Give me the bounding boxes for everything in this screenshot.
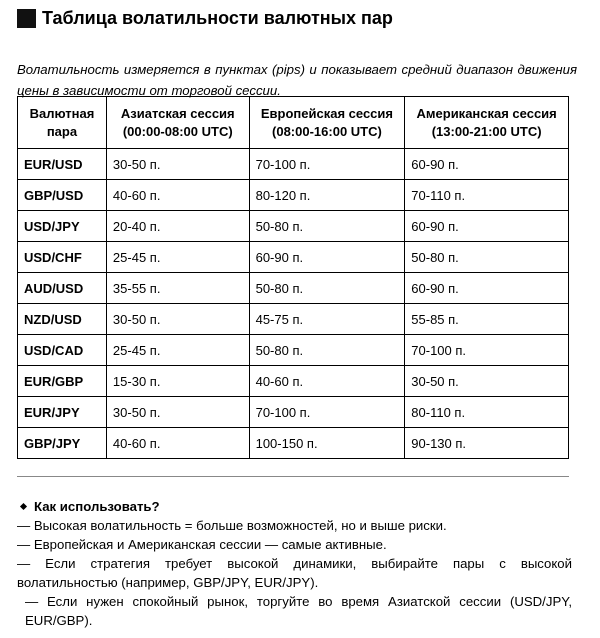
pair-cell: EUR/GBP xyxy=(18,366,107,397)
usage-line: — Европейская и Американская сессии — самые активные. xyxy=(17,537,387,552)
pair-cell: GBP/USD xyxy=(18,180,107,211)
asian-cell: 20-40 п. xyxy=(106,211,249,242)
table-row xyxy=(18,428,569,459)
header-line: (13:00-21:00 UTC) xyxy=(431,123,542,139)
asian-cell: 25-45 п. xyxy=(106,242,249,273)
title-text: Таблица волатильности валютных пар xyxy=(42,8,393,28)
asian-cell: 40-60 п. xyxy=(106,428,249,459)
usage-line: — Если нужен спокойный рынок, торгуйте во время Азиатской сессии (USD/JPY, EUR/GBP). xyxy=(25,594,572,628)
asian-cell: 40-60 п. xyxy=(106,180,249,211)
pair-cell: USD/JPY xyxy=(18,211,107,242)
header-american-session xyxy=(405,97,569,149)
table-row xyxy=(18,242,569,273)
american-cell: 80-110 п. xyxy=(405,397,569,428)
usage-line: — Если стратегия требует высокой динамики, выбирайте пары с высокой волатильностью (например, GBP/JPY, EUR/JPY). xyxy=(17,556,572,590)
european-cell: 60-90 п. xyxy=(249,242,405,273)
american-cell: 60-90 п. xyxy=(405,149,569,180)
usage-line: — Высокая волатильность = больше возможностей, но и выше риски. xyxy=(17,518,447,533)
table-row xyxy=(18,180,569,211)
asian-cell: 30-50 п. xyxy=(106,397,249,428)
asian-cell: 30-50 п. xyxy=(106,304,249,335)
diamond-bullet-icon xyxy=(20,503,27,510)
table-row xyxy=(18,335,569,366)
page-title xyxy=(17,8,393,29)
table-header-row xyxy=(18,97,569,149)
american-cell: 55-85 п. xyxy=(405,304,569,335)
table-row xyxy=(18,273,569,304)
pair-cell: EUR/USD xyxy=(18,149,107,180)
american-cell: 70-110 п. xyxy=(405,180,569,211)
header-line: Европейская сессия xyxy=(260,105,393,121)
usage-heading xyxy=(17,497,572,516)
intro-text: Волатильность измеряется в пунктах (pips) и показывает средний диапазон движения цены в зависимости от торговой сессии. xyxy=(17,62,577,99)
divider xyxy=(17,476,569,477)
header-line: (00:00-08:00 UTC) xyxy=(122,123,233,139)
header-line: Азиатская сессия xyxy=(120,105,235,121)
table-row xyxy=(18,397,569,428)
header-line: Американская сессия xyxy=(416,105,557,121)
header-line: Валютная xyxy=(29,105,95,121)
pair-cell: AUD/USD xyxy=(18,273,107,304)
pair-cell: NZD/USD xyxy=(18,304,107,335)
asian-cell: 25-45 п. xyxy=(106,335,249,366)
asian-cell: 35-55 п. xyxy=(106,273,249,304)
header-european-session xyxy=(249,97,405,149)
black-square-icon xyxy=(17,9,36,28)
pair-cell: USD/CAD xyxy=(18,335,107,366)
american-cell: 90-130 п. xyxy=(405,428,569,459)
european-cell: 40-60 п. xyxy=(249,366,405,397)
pair-cell: USD/CHF xyxy=(18,242,107,273)
american-cell: 30-50 п. xyxy=(405,366,569,397)
american-cell: 70-100 п. xyxy=(405,335,569,366)
european-cell: 100-150 п. xyxy=(249,428,405,459)
header-pair xyxy=(18,97,107,149)
table-row xyxy=(18,211,569,242)
european-cell: 45-75 п. xyxy=(249,304,405,335)
header-line: (08:00-16:00 UTC) xyxy=(272,123,382,139)
usage-section xyxy=(17,497,572,630)
volatility-table xyxy=(17,96,569,459)
american-cell: 60-90 п. xyxy=(405,273,569,304)
pair-cell: GBP/JPY xyxy=(18,428,107,459)
european-cell: 50-80 п. xyxy=(249,211,405,242)
pair-cell: EUR/JPY xyxy=(18,397,107,428)
usage-heading-text: Как использовать? xyxy=(34,499,160,514)
table-row xyxy=(18,304,569,335)
american-cell: 60-90 п. xyxy=(405,211,569,242)
european-cell: 50-80 п. xyxy=(249,335,405,366)
asian-cell: 30-50 п. xyxy=(106,149,249,180)
european-cell: 70-100 п. xyxy=(249,149,405,180)
table-row xyxy=(18,366,569,397)
header-asian-session xyxy=(106,97,249,149)
asian-cell: 15-30 п. xyxy=(106,366,249,397)
european-cell: 80-120 п. xyxy=(249,180,405,211)
european-cell: 70-100 п. xyxy=(249,397,405,428)
header-line: пара xyxy=(46,123,78,139)
table-row xyxy=(18,149,569,180)
european-cell: 50-80 п. xyxy=(249,273,405,304)
american-cell: 50-80 п. xyxy=(405,242,569,273)
